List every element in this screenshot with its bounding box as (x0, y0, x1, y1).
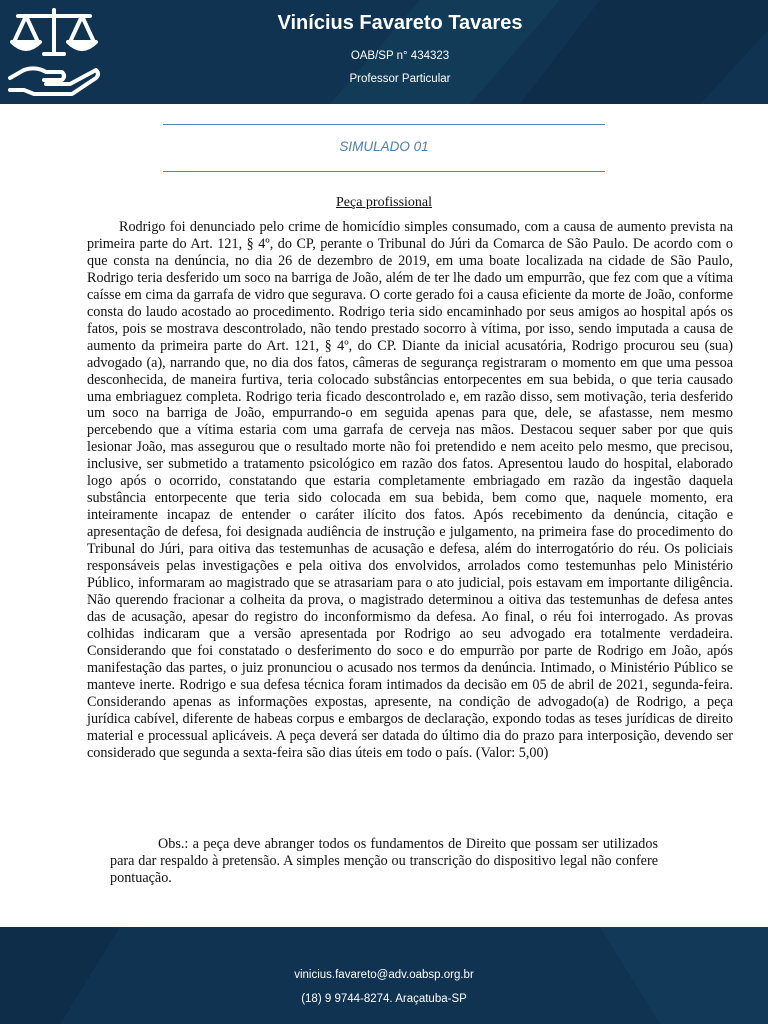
footer-phone-location: (18) 9 9744-8274. Araçatuba-SP (301, 993, 467, 1005)
title-bottom-rule (163, 171, 605, 172)
page-header (0, 0, 768, 104)
page-footer (0, 927, 768, 1024)
observation-note: Obs.: a peça deve abranger todos os fundamentos de Direito que possam ser utilizados para dar respaldo à pretensão. A simples menção ou transcrição do dispositivo legal não confere pontuação. (110, 836, 658, 886)
document-title: SIMULADO 01 (339, 139, 429, 154)
oab-registration: OAB/SP n° 434323 (350, 50, 450, 62)
scales-of-justice-hand-icon (6, 4, 102, 100)
document-subtitle: Peça profissional (335, 195, 433, 210)
lawyer-name: Vinícius Favareto Tavares (277, 12, 523, 34)
case-statement-paragraph: Rodrigo foi denunciado pelo crime de homicídio simples consumado, com a causa de aumento prevista na primeira parte do Art. 121, § 4º, do CP, perante o Tribunal do Júri da Comarca de São Paulo. De acordo com o que consta na denúncia, no dia 26 de dezembro de 2019, em uma boate localizada na cidade de São Paulo, Rodrigo teria desferido um soco na barriga de João, além de ter lhe dado um empurrão, que fez com que a vítima caísse em cima da garrafa de vidro que segurava. O corte gerado foi a causa eficiente da morte de João, conforme consta do laudo acostado ao procedimento. Rodrigo teria sido encaminhado por seus amigos ao hospital após os fatos, pois se mostrava descontrolado, não tendo prestado socorro à vítima, por isso, sendo imputada a causa de aumento da primeira parte do Art. 121, § 4º, do CP. Diante da inicial acusatória, Rodrigo procurou seu (sua) advogado (a), narrando que, no dia dos fatos, câmeras de segurança registraram o momento em que uma pessoa desconhecida, de maneira furtiva, teria colocado substâncias entorpecentes em sua bebida, o que teria causado uma embriaguez completa. Rodrigo teria ficado descontrolado e, em razão disso, sem motivação, teria desferido um soco na barriga de João, empurrando-o em seguida apenas para que, dele, se afastasse, nem mesmo percebendo que a vítima estaria com uma garrafa de cerveja nas mãos. Destacou sequer saber por que quis lesionar João, mas assegurou que o resultado morte não foi pretendido e nem aceito pelo mesmo, que precisou, inclusive, ser submetido a tratamento psicológico em razão dos fatos. Apresentou laudo do hospital, elaborado logo após o ocorrido, constatando que estaria completamente embriagado em razão da ingestão daquela substância entorpecente que teria sido colocada em sua bebida, bem como que, naquele momento, era inteiramente incapaz de entender o caráter ilícito dos fatos. Após recebimento da denúncia, citação e apresentação de defesa, foi designada audiência de instrução e julgamento, na primeira fase do procedimento do Tribunal do Júri, para oitiva das testemunhas de acusação e defesa, além do interrogatório do réu. Os policiais responsáveis pelas investigações e pela oitiva dos envolvidos, arrolados como testemunhas pelo Ministério Público, informaram ao magistrado que se atrasariam para o ato judicial, pois estavam em importante diligência. Não querendo fracionar a colheita da prova, o magistrado determinou a oitiva das testemunhas de defesa antes das de acusação, apesar do registro do inconformismo da defesa. Ao final, o réu foi interrogado. As provas colhidas indicaram que a versão apresentada por Rodrigo ao seu advogado era totalmente verdadeira. Considerando que foi constatado o desferimento do soco e do empurrão por parte de Rodrigo em João, após manifestação das partes, o juiz pronunciou o acusado nos termos da denúncia. Intimado, o Ministério Público se manteve inerte. Rodrigo e sua defesa técnica foram intimados da decisão em 05 de abril de 2021, segunda-feira. Considerando apenas as informações expostas, apresente, na condição de advogado(a) de Rodrigo, a peça jurídica cabível, diferente de habeas corpus e embargos de declaração, expondo todas as teses jurídicas de direito material e processual aplicáveis. A peça deverá ser datada do último dia do prazo para interposição, devendo ser considerado que segunda a sexta-feira são dias úteis em todo o país. (Valor: 5,00) (87, 219, 733, 761)
title-top-rule (163, 124, 605, 125)
footer-email: vinicius.favareto@adv.oabsp.org.br (294, 969, 474, 981)
professional-role: Professor Particular (349, 73, 451, 85)
